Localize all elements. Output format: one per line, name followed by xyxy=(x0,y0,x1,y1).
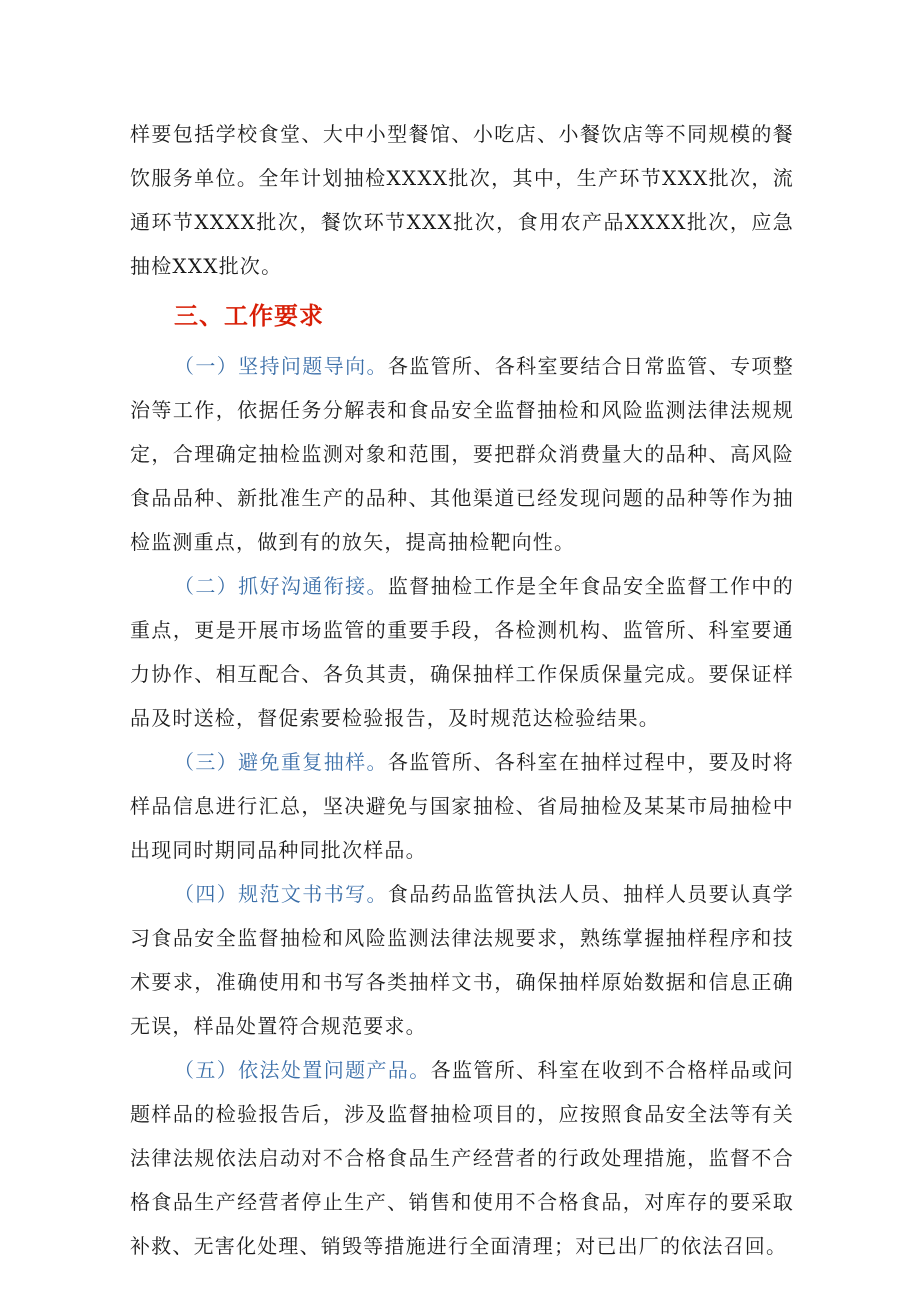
item-paragraph-4 xyxy=(130,872,794,1048)
item-title-2: （二）抓好沟通衔接。 xyxy=(174,574,388,598)
item-paragraph-3 xyxy=(130,740,794,872)
item-paragraph-1 xyxy=(130,344,794,564)
item-body-1: 各监管所、各科室要结合日常监管、专项整治等工作，依据任务分解表和食品安全监督抽检和风险监测法律法规规定，合理确定抽检监测对象和范围，要把群众消费量大的品种、高风险食品品种、新批准生产的品种、其他渠道已经发现问题的品种等作为抽检监测重点，做到有的放矢，提高抽检靶向性。 xyxy=(130,354,794,554)
document-page xyxy=(130,112,794,1268)
intro-paragraph: 样要包括学校食堂、大中小型餐馆、小吃店、小餐饮店等不同规模的餐饮服务单位。全年计划抽检XXXX批次，其中，生产环节XXX批次，流通环节XXXX批次，餐饮环节XXX批次，食用农产品XXXX批次，应急抽检XXX批次。 xyxy=(130,122,794,278)
item-title-1: （一）坚持问题导向。 xyxy=(174,354,388,378)
item-paragraph-5 xyxy=(130,1048,794,1268)
item-title-4: （四）规范文书书写。 xyxy=(174,882,388,906)
section-heading: 三、工作要求 xyxy=(174,302,324,330)
item-body-3: 各监管所、各科室在抽样过程中，要及时将样品信息进行汇总，坚决避免与国家抽检、省局抽检及某某市局抽检中出现同时期同品种同批次样品。 xyxy=(130,750,794,862)
item-paragraph-2 xyxy=(130,564,794,740)
item-title-3: （三）避免重复抽样。 xyxy=(174,750,388,774)
item-body-5: 各监管所、科室在收到不合格样品或问题样品的检验报告后，涉及监督抽检项目的，应按照食品安全法等有关法律法规依法启动对不合格食品生产经营者的行政处理措施，监督不合格食品生产经营者停止生产、销售和使用不合格食品，对库存的要采取补救、无害化处理、销毁等措施进行全面清理；对已出厂的依法召回。 xyxy=(130,1058,794,1258)
item-body-4: 食品药品监管执法人员、抽样人员要认真学习食品安全监督抽检和风险监测法律法规要求，熟练掌握抽样程序和技术要求，准确使用和书写各类抽样文书，确保抽样原始数据和信息正确无误，样品处置符合规范要求。 xyxy=(130,882,794,1038)
item-title-5: （五）依法处置问题产品。 xyxy=(174,1058,431,1082)
item-body-2: 监督抽检工作是全年食品安全监督工作中的重点，更是开展市场监管的重要手段，各检测机构、监管所、科室要通力协作、相互配合、各负其责，确保抽样工作保质保量完成。要保证样品及时送检，督促索要检验报告，及时规范达检验结果。 xyxy=(130,574,794,730)
